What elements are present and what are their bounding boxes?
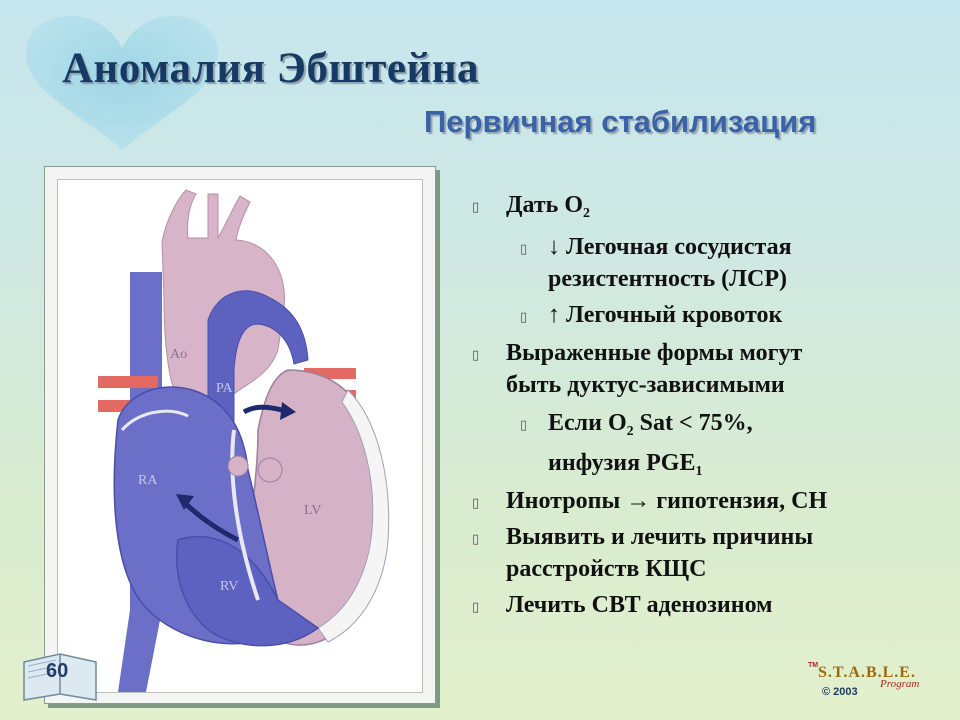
list-item-text: Выраженные формы могут (506, 340, 803, 366)
list-item (472, 486, 827, 517)
page-subtitle: Первичная стабилизация (424, 104, 817, 139)
bullet-icon: ▯ (520, 418, 528, 433)
stable-logo: S.T.A.B.L.E. (818, 664, 916, 681)
label-lv: LV (304, 503, 322, 518)
down-arrow-icon: ↓ (548, 234, 560, 260)
list-item-text: Легочный кровоток (566, 302, 783, 328)
label-ao: Ao (170, 347, 188, 362)
list-item-text: Лечить СВТ аденозином (506, 592, 773, 618)
list-item-text: Инотропы (506, 488, 627, 514)
page-number: 60 (46, 660, 69, 682)
subscript: 1 (695, 464, 703, 479)
right-arrow-icon: → (626, 488, 651, 514)
valve-2 (228, 456, 248, 476)
pulmonary-vein-left-1 (98, 376, 158, 388)
list-item-text: гипотензия, СН (656, 488, 828, 514)
heart-diagram-frame (44, 166, 436, 704)
bullet-icon: ▯ (472, 496, 480, 511)
list-item-text: Дать O (506, 192, 584, 218)
list-item-continuation (548, 448, 702, 487)
bullet-icon: ▯ (520, 242, 528, 257)
list-item-continuation: резистентность (ЛСР) (548, 266, 788, 292)
list-item-text: Если O (548, 410, 627, 436)
up-arrow-icon: ↑ (548, 302, 560, 328)
list-item-text: Выявить и лечить причины (506, 524, 814, 550)
list-item (472, 190, 590, 229)
logo-program: Program (880, 678, 920, 690)
label-pa: PA (216, 381, 233, 396)
page-title: Аномалия Эбштейна (62, 45, 480, 92)
list-item (472, 522, 813, 553)
list-item (520, 232, 792, 263)
copyright: © 2003 (822, 686, 858, 698)
bullet-icon: ▯ (472, 532, 480, 547)
subscript: 2 (626, 424, 634, 439)
label-rv: RV (220, 579, 239, 594)
bullet-icon: ▯ (472, 200, 480, 215)
list-item-continuation: расстройств КЩС (506, 556, 707, 582)
bullet-icon: ▯ (520, 310, 528, 325)
list-item (520, 408, 753, 447)
bullet-icon: ▯ (472, 348, 480, 363)
bullet-icon: ▯ (472, 600, 480, 615)
subscript: 2 (583, 206, 591, 221)
logo-tm: TM (808, 662, 819, 669)
list-item (472, 338, 802, 369)
heart-diagram (57, 179, 423, 693)
list-item (520, 300, 782, 331)
list-item-continuation: быть дуктус-зависимыми (506, 372, 785, 398)
list-item-text: Легочная сосудистая (566, 234, 792, 260)
label-ra: RA (138, 473, 158, 488)
list-item (472, 590, 772, 621)
list-item-text: инфузия PGE (548, 450, 696, 476)
valve-1 (258, 458, 282, 482)
list-item-text: Sat < 75%, (633, 410, 753, 436)
